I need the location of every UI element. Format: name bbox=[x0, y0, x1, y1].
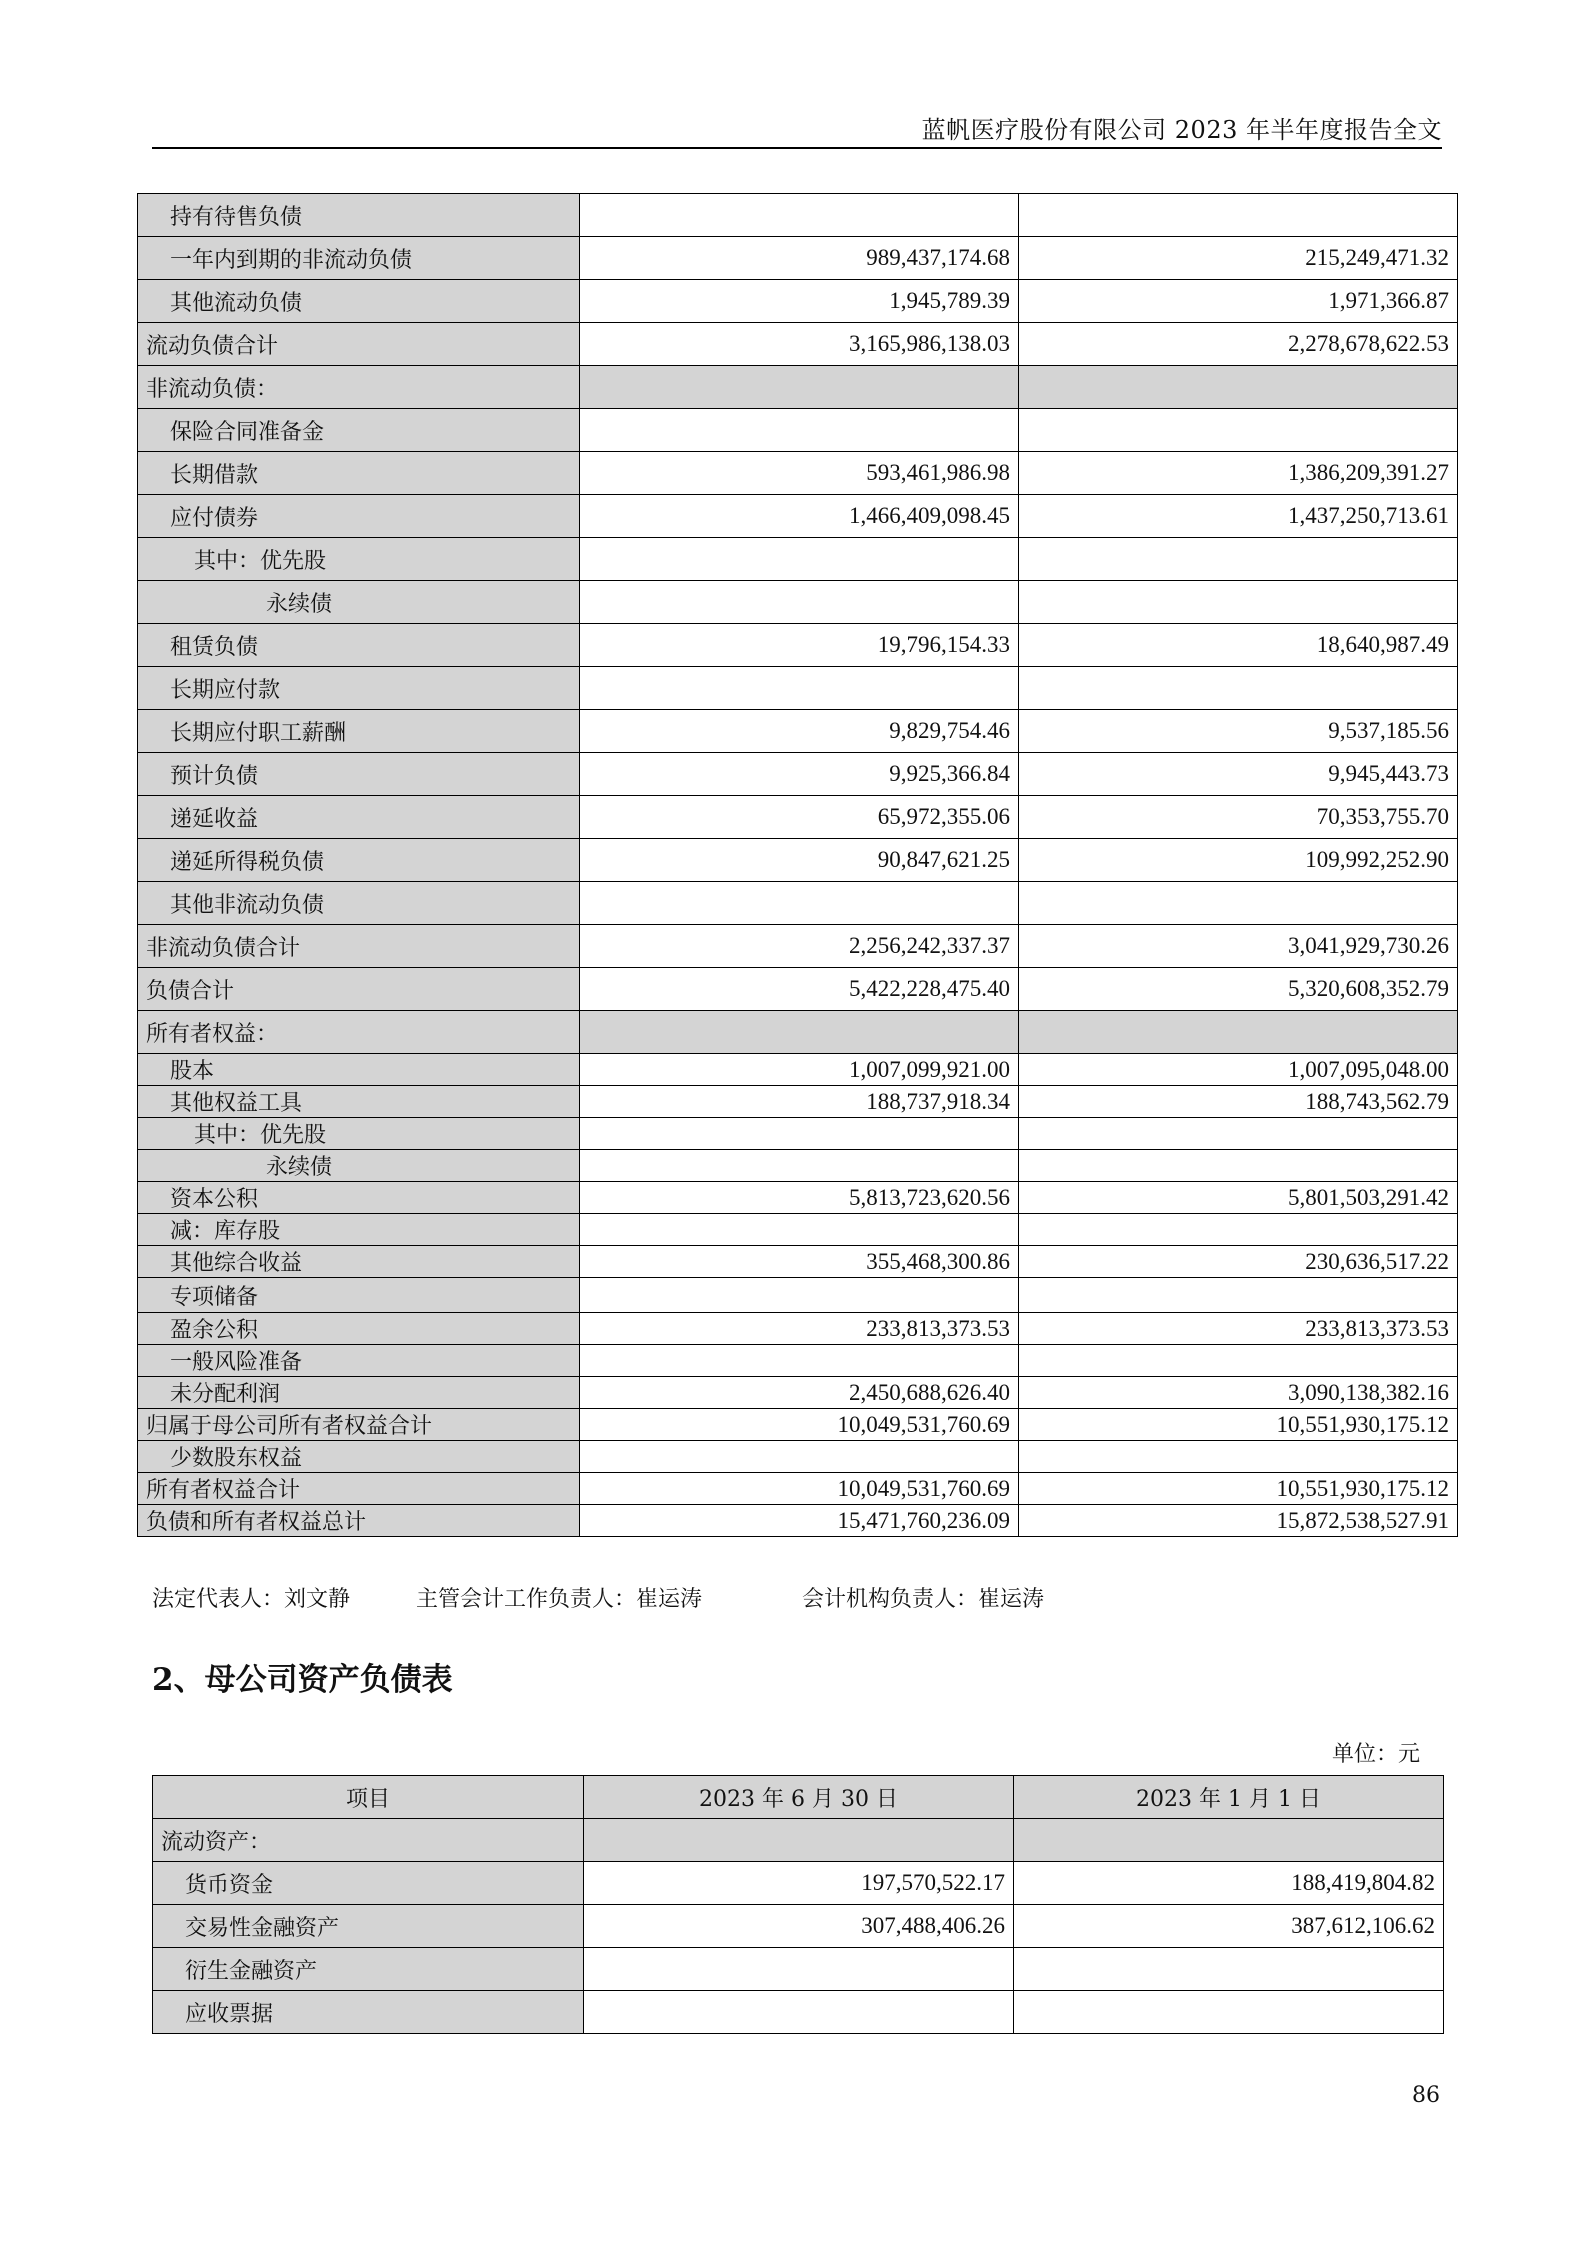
value-jun30: 188,737,918.34 bbox=[580, 1086, 1019, 1118]
value-jan1 bbox=[1019, 1118, 1458, 1150]
value-jun30: 355,468,300.86 bbox=[580, 1246, 1019, 1278]
section-header-row bbox=[138, 366, 1458, 409]
value-jan1 bbox=[1019, 1150, 1458, 1182]
section-header-row bbox=[138, 1011, 1458, 1054]
row-label: 其他非流动负债 bbox=[138, 882, 580, 925]
row-label: 长期应付款 bbox=[138, 667, 580, 710]
row-label: 永续债 bbox=[138, 581, 580, 624]
row-label: 其中：优先股 bbox=[138, 1118, 580, 1150]
row-label: 其中：优先股 bbox=[138, 538, 580, 581]
value-jan1: 387,612,106.62 bbox=[1014, 1905, 1444, 1948]
page-header-title: 蓝帆医疗股份有限公司 2023 年半年度报告全文 bbox=[921, 116, 1442, 144]
value-jan1: 188,743,562.79 bbox=[1019, 1086, 1458, 1118]
table-row bbox=[138, 839, 1458, 882]
value-jan1: 230,636,517.22 bbox=[1019, 1246, 1458, 1278]
value-jan1 bbox=[1019, 538, 1458, 581]
table-row bbox=[138, 237, 1458, 280]
row-label: 其他流动负债 bbox=[138, 280, 580, 323]
table-row bbox=[138, 1214, 1458, 1246]
value-jun30: 1,007,099,921.00 bbox=[580, 1054, 1019, 1086]
table-row bbox=[138, 1278, 1458, 1313]
value-jun30 bbox=[580, 1150, 1019, 1182]
value-jan1 bbox=[1019, 882, 1458, 925]
row-label: 长期借款 bbox=[138, 452, 580, 495]
row-label: 资本公积 bbox=[138, 1182, 580, 1214]
table-row bbox=[138, 538, 1458, 581]
value-jun30: 989,437,174.68 bbox=[580, 237, 1019, 280]
value-jun30: 19,796,154.33 bbox=[580, 624, 1019, 667]
table-row bbox=[138, 581, 1458, 624]
value-jun30 bbox=[580, 366, 1019, 409]
value-jun30: 233,813,373.53 bbox=[580, 1313, 1019, 1345]
table-row bbox=[138, 1054, 1458, 1086]
row-label: 递延收益 bbox=[138, 796, 580, 839]
table-row bbox=[138, 495, 1458, 538]
value-jun30 bbox=[580, 1441, 1019, 1473]
header-divider bbox=[152, 147, 1442, 149]
table-row bbox=[153, 1991, 1444, 2034]
row-label: 应收票据 bbox=[153, 1991, 584, 2034]
value-jun30 bbox=[580, 667, 1019, 710]
value-jun30 bbox=[584, 1948, 1014, 1991]
value-jan1 bbox=[1019, 366, 1458, 409]
row-label: 永续债 bbox=[138, 1150, 580, 1182]
value-jun30: 3,165,986,138.03 bbox=[580, 323, 1019, 366]
value-jan1: 3,041,929,730.26 bbox=[1019, 925, 1458, 968]
table-row bbox=[138, 1086, 1458, 1118]
row-label: 长期应付职工薪酬 bbox=[138, 710, 580, 753]
value-jun30 bbox=[580, 1278, 1019, 1313]
value-jun30: 15,471,760,236.09 bbox=[580, 1505, 1019, 1537]
value-jan1 bbox=[1019, 1214, 1458, 1246]
table-row bbox=[153, 1905, 1444, 1948]
table-row bbox=[138, 280, 1458, 323]
value-jan1: 5,320,608,352.79 bbox=[1019, 968, 1458, 1011]
accounting-head: 主管会计工作负责人：崔运涛 bbox=[416, 1587, 703, 1612]
accounting-dept-head: 会计机构负责人：崔运涛 bbox=[802, 1587, 1045, 1612]
row-label: 预计负债 bbox=[138, 753, 580, 796]
value-jun30 bbox=[584, 1991, 1014, 2034]
legal-representative: 法定代表人：刘文静 bbox=[152, 1587, 351, 1612]
value-jan1: 18,640,987.49 bbox=[1019, 624, 1458, 667]
value-jan1: 9,537,185.56 bbox=[1019, 710, 1458, 753]
value-jan1: 15,872,538,527.91 bbox=[1019, 1505, 1458, 1537]
row-label: 减：库存股 bbox=[138, 1214, 580, 1246]
value-jun30: 2,256,242,337.37 bbox=[580, 925, 1019, 968]
value-jan1: 9,945,443.73 bbox=[1019, 753, 1458, 796]
value-jun30: 1,466,409,098.45 bbox=[580, 495, 1019, 538]
value-jun30: 10,049,531,760.69 bbox=[580, 1473, 1019, 1505]
row-label: 其他综合收益 bbox=[138, 1246, 580, 1278]
value-jun30 bbox=[580, 194, 1019, 237]
value-jun30 bbox=[584, 1819, 1014, 1862]
table-row bbox=[138, 796, 1458, 839]
table-row bbox=[153, 1862, 1444, 1905]
row-label: 少数股东权益 bbox=[138, 1441, 580, 1473]
value-jun30: 1,945,789.39 bbox=[580, 280, 1019, 323]
section-header-row bbox=[153, 1819, 1444, 1862]
row-label: 应付债券 bbox=[138, 495, 580, 538]
value-jan1 bbox=[1019, 409, 1458, 452]
value-jan1: 10,551,930,175.12 bbox=[1019, 1473, 1458, 1505]
row-label: 股本 bbox=[138, 1054, 580, 1086]
table-row bbox=[138, 1182, 1458, 1214]
row-label: 持有待售负债 bbox=[138, 194, 580, 237]
table-row bbox=[153, 1948, 1444, 1991]
value-jan1 bbox=[1019, 1011, 1458, 1054]
row-label: 未分配利润 bbox=[138, 1377, 580, 1409]
row-label: 衍生金融资产 bbox=[153, 1948, 584, 1991]
table-row bbox=[138, 710, 1458, 753]
row-label: 保险合同准备金 bbox=[138, 409, 580, 452]
value-jun30 bbox=[580, 1011, 1019, 1054]
table-row bbox=[138, 452, 1458, 495]
table-row bbox=[138, 1150, 1458, 1182]
value-jan1: 188,419,804.82 bbox=[1014, 1862, 1444, 1905]
row-label: 专项储备 bbox=[138, 1278, 580, 1313]
value-jun30: 5,813,723,620.56 bbox=[580, 1182, 1019, 1214]
row-label: 交易性金融资产 bbox=[153, 1905, 584, 1948]
row-label: 盈余公积 bbox=[138, 1313, 580, 1345]
value-jan1 bbox=[1019, 1441, 1458, 1473]
value-jan1: 215,249,471.32 bbox=[1019, 237, 1458, 280]
value-jun30 bbox=[580, 409, 1019, 452]
table-row bbox=[138, 194, 1458, 237]
value-jun30 bbox=[580, 882, 1019, 925]
header-item: 项目 bbox=[153, 1776, 584, 1819]
value-jun30 bbox=[580, 1345, 1019, 1377]
row-label: 负债合计 bbox=[138, 968, 580, 1011]
row-label: 租赁负债 bbox=[138, 624, 580, 667]
header-jan1: 2023 年 1 月 1 日 bbox=[1014, 1776, 1444, 1819]
value-jan1 bbox=[1014, 1948, 1444, 1991]
value-jun30: 307,488,406.26 bbox=[584, 1905, 1014, 1948]
row-label: 一年内到期的非流动负债 bbox=[138, 237, 580, 280]
value-jan1: 5,801,503,291.42 bbox=[1019, 1182, 1458, 1214]
parent-balance-sheet-body bbox=[153, 1819, 1444, 2034]
value-jun30: 5,422,228,475.40 bbox=[580, 968, 1019, 1011]
value-jan1 bbox=[1019, 1345, 1458, 1377]
table-row bbox=[138, 323, 1458, 366]
table-row bbox=[138, 1505, 1458, 1537]
consolidated-balance-sheet-body bbox=[138, 194, 1458, 1537]
table-row bbox=[138, 753, 1458, 796]
value-jun30 bbox=[580, 581, 1019, 624]
value-jan1 bbox=[1019, 667, 1458, 710]
table-header-row bbox=[153, 1776, 1444, 1819]
value-jan1: 10,551,930,175.12 bbox=[1019, 1409, 1458, 1441]
value-jan1 bbox=[1019, 1278, 1458, 1313]
table-row bbox=[138, 1441, 1458, 1473]
value-jan1: 2,278,678,622.53 bbox=[1019, 323, 1458, 366]
table-row bbox=[138, 1118, 1458, 1150]
value-jun30: 10,049,531,760.69 bbox=[580, 1409, 1019, 1441]
value-jan1: 1,007,095,048.00 bbox=[1019, 1054, 1458, 1086]
row-label: 其他权益工具 bbox=[138, 1086, 580, 1118]
table-row bbox=[138, 968, 1458, 1011]
value-jun30: 65,972,355.06 bbox=[580, 796, 1019, 839]
row-label: 一般风险准备 bbox=[138, 1345, 580, 1377]
value-jun30: 90,847,621.25 bbox=[580, 839, 1019, 882]
table-row bbox=[138, 624, 1458, 667]
table-row bbox=[138, 1409, 1458, 1441]
value-jun30 bbox=[580, 1118, 1019, 1150]
value-jan1: 109,992,252.90 bbox=[1019, 839, 1458, 882]
value-jun30: 593,461,986.98 bbox=[580, 452, 1019, 495]
value-jan1: 1,437,250,713.61 bbox=[1019, 495, 1458, 538]
row-label: 流动负债合计 bbox=[138, 323, 580, 366]
value-jun30 bbox=[580, 538, 1019, 581]
consolidated-balance-sheet-table bbox=[137, 193, 1458, 1537]
value-jun30: 197,570,522.17 bbox=[584, 1862, 1014, 1905]
table-row bbox=[138, 882, 1458, 925]
row-label: 归属于母公司所有者权益合计 bbox=[138, 1409, 580, 1441]
row-label: 所有者权益： bbox=[138, 1011, 580, 1054]
value-jan1: 1,386,209,391.27 bbox=[1019, 452, 1458, 495]
parent-balance-sheet-table bbox=[152, 1775, 1444, 2034]
table-row bbox=[138, 409, 1458, 452]
value-jan1: 70,353,755.70 bbox=[1019, 796, 1458, 839]
value-jan1 bbox=[1014, 1991, 1444, 2034]
row-label: 所有者权益合计 bbox=[138, 1473, 580, 1505]
section-title: 2、母公司资产负债表 bbox=[152, 1662, 453, 1698]
value-jun30: 9,925,366.84 bbox=[580, 753, 1019, 796]
table-row bbox=[138, 1246, 1458, 1278]
page-number: 86 bbox=[1412, 2083, 1440, 2108]
header-jun30: 2023 年 6 月 30 日 bbox=[584, 1776, 1014, 1819]
table-row bbox=[138, 667, 1458, 710]
row-label: 流动资产： bbox=[153, 1819, 584, 1862]
table-row bbox=[138, 1345, 1458, 1377]
table-row bbox=[138, 1473, 1458, 1505]
value-jan1 bbox=[1019, 581, 1458, 624]
table-row bbox=[138, 1313, 1458, 1345]
value-jun30: 9,829,754.46 bbox=[580, 710, 1019, 753]
value-jun30 bbox=[580, 1214, 1019, 1246]
unit-label: 单位：元 bbox=[1331, 1742, 1420, 1767]
row-label: 非流动负债： bbox=[138, 366, 580, 409]
value-jan1 bbox=[1014, 1819, 1444, 1862]
value-jan1: 1,971,366.87 bbox=[1019, 280, 1458, 323]
row-label: 非流动负债合计 bbox=[138, 925, 580, 968]
table-row bbox=[138, 1377, 1458, 1409]
value-jan1: 3,090,138,382.16 bbox=[1019, 1377, 1458, 1409]
signature-line bbox=[152, 1582, 1044, 1613]
value-jan1: 233,813,373.53 bbox=[1019, 1313, 1458, 1345]
value-jan1 bbox=[1019, 194, 1458, 237]
value-jun30: 2,450,688,626.40 bbox=[580, 1377, 1019, 1409]
row-label: 递延所得税负债 bbox=[138, 839, 580, 882]
row-label: 货币资金 bbox=[153, 1862, 584, 1905]
table-row bbox=[138, 925, 1458, 968]
row-label: 负债和所有者权益总计 bbox=[138, 1505, 580, 1537]
